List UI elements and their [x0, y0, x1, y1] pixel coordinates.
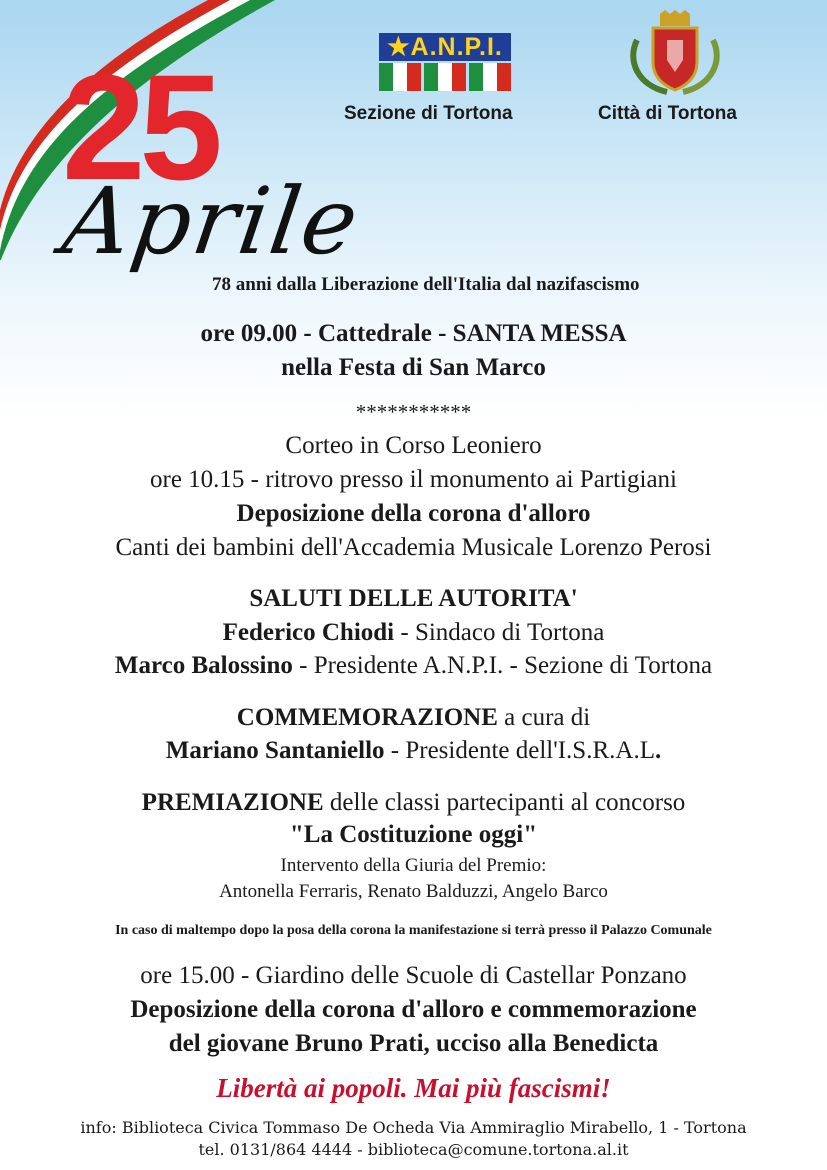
premiazione-title-rest: delle classi partecipanti al concorso — [323, 789, 686, 816]
mass-line-2: nella Festa di San Marco — [281, 354, 546, 381]
subtitle: 78 anni dalla Liberazione dell'Italia dal nazifascismo — [212, 274, 640, 295]
anpi-logo-text: ★A.N.P.I. — [379, 33, 511, 61]
corteo-line-1: Corteo in Corso Leoniero — [285, 432, 542, 459]
premiazione-jury-intro: Intervento della Giuria del Premio: — [280, 855, 547, 876]
city-caption: Città di Tortona — [598, 103, 737, 124]
afternoon-line-1: ore 15.00 - Giardino delle Scuole di Castellar Ponzano — [140, 962, 687, 989]
commemorazione-title-line — [0, 704, 827, 732]
saluti-title: SALUTI DELLE AUTORITA' — [249, 585, 578, 612]
commemorazione-role: - Presidente dell'I.S.R.A.L — [384, 737, 655, 764]
premiazione-title-line — [0, 789, 827, 817]
date-month: Aprile — [56, 168, 367, 275]
anpi-logo-flags — [379, 63, 511, 91]
corteo-line-4: Canti dei bambini dell'Accademia Musicale Lorenzo Perosi — [115, 534, 712, 561]
premiazione-title: PREMIAZIONE — [141, 789, 324, 816]
saluti-person-1-role: - Sindaco di Tortona — [394, 619, 605, 646]
anpi-logo — [379, 33, 511, 91]
afternoon-line-3: del giovane Bruno Prati, ucciso alla Benedicta — [168, 1030, 659, 1057]
anpi-caption: Sezione di Tortona — [344, 103, 513, 124]
premiazione-contest: "La Costituzione oggi" — [289, 821, 538, 848]
saluti-person-2 — [0, 652, 827, 680]
saluti-person-2-role: - Presidente A.N.P.I. - Sezione di Tortona — [292, 652, 713, 679]
commemorazione-title-rest: a cura di — [497, 704, 591, 731]
saluti-person-1-name: Federico Chiodi — [222, 619, 395, 646]
commemorazione-speaker — [0, 737, 827, 765]
corteo-line-3: Deposizione della corona d'alloro — [236, 500, 591, 527]
saluti-person-1 — [0, 619, 827, 647]
commemorazione-title: COMMEMORAZIONE — [236, 704, 498, 731]
info-line-1: info: Biblioteca Civica Tommaso De Ocheda Via Ammiraglio Mirabello, 1 - Tortona — [80, 1118, 747, 1137]
motto: Libertà ai popoli. Mai più fascismi! — [216, 1073, 611, 1103]
date-day: 25 — [62, 43, 217, 211]
commemorazione-role-end: . — [654, 737, 662, 764]
corteo-line-2: ore 10.15 - ritrovo presso il monumento ai Partigiani — [150, 466, 677, 493]
separator: *********** — [355, 400, 472, 424]
saluti-person-2-name: Marco Balossino — [114, 652, 293, 679]
city-crest-icon — [627, 10, 723, 96]
premiazione-jury-names: Antonella Ferraris, Renato Balduzzi, Angelo Barco — [219, 881, 608, 902]
mass-line-1: ore 09.00 - Cattedrale - SANTA MESSA — [200, 320, 627, 347]
afternoon-line-2: Deposizione della corona d'alloro e commemorazione — [130, 996, 697, 1023]
info-line-2: tel. 0131/864 4444 - biblioteca@comune.tortona.al.it — [198, 1140, 629, 1159]
commemorazione-name: Mariano Santaniello — [165, 737, 385, 764]
weather-note: In caso di maltempo dopo la posa della corona la manifestazione si terrà presso il Palazzo Comunale — [115, 923, 712, 938]
